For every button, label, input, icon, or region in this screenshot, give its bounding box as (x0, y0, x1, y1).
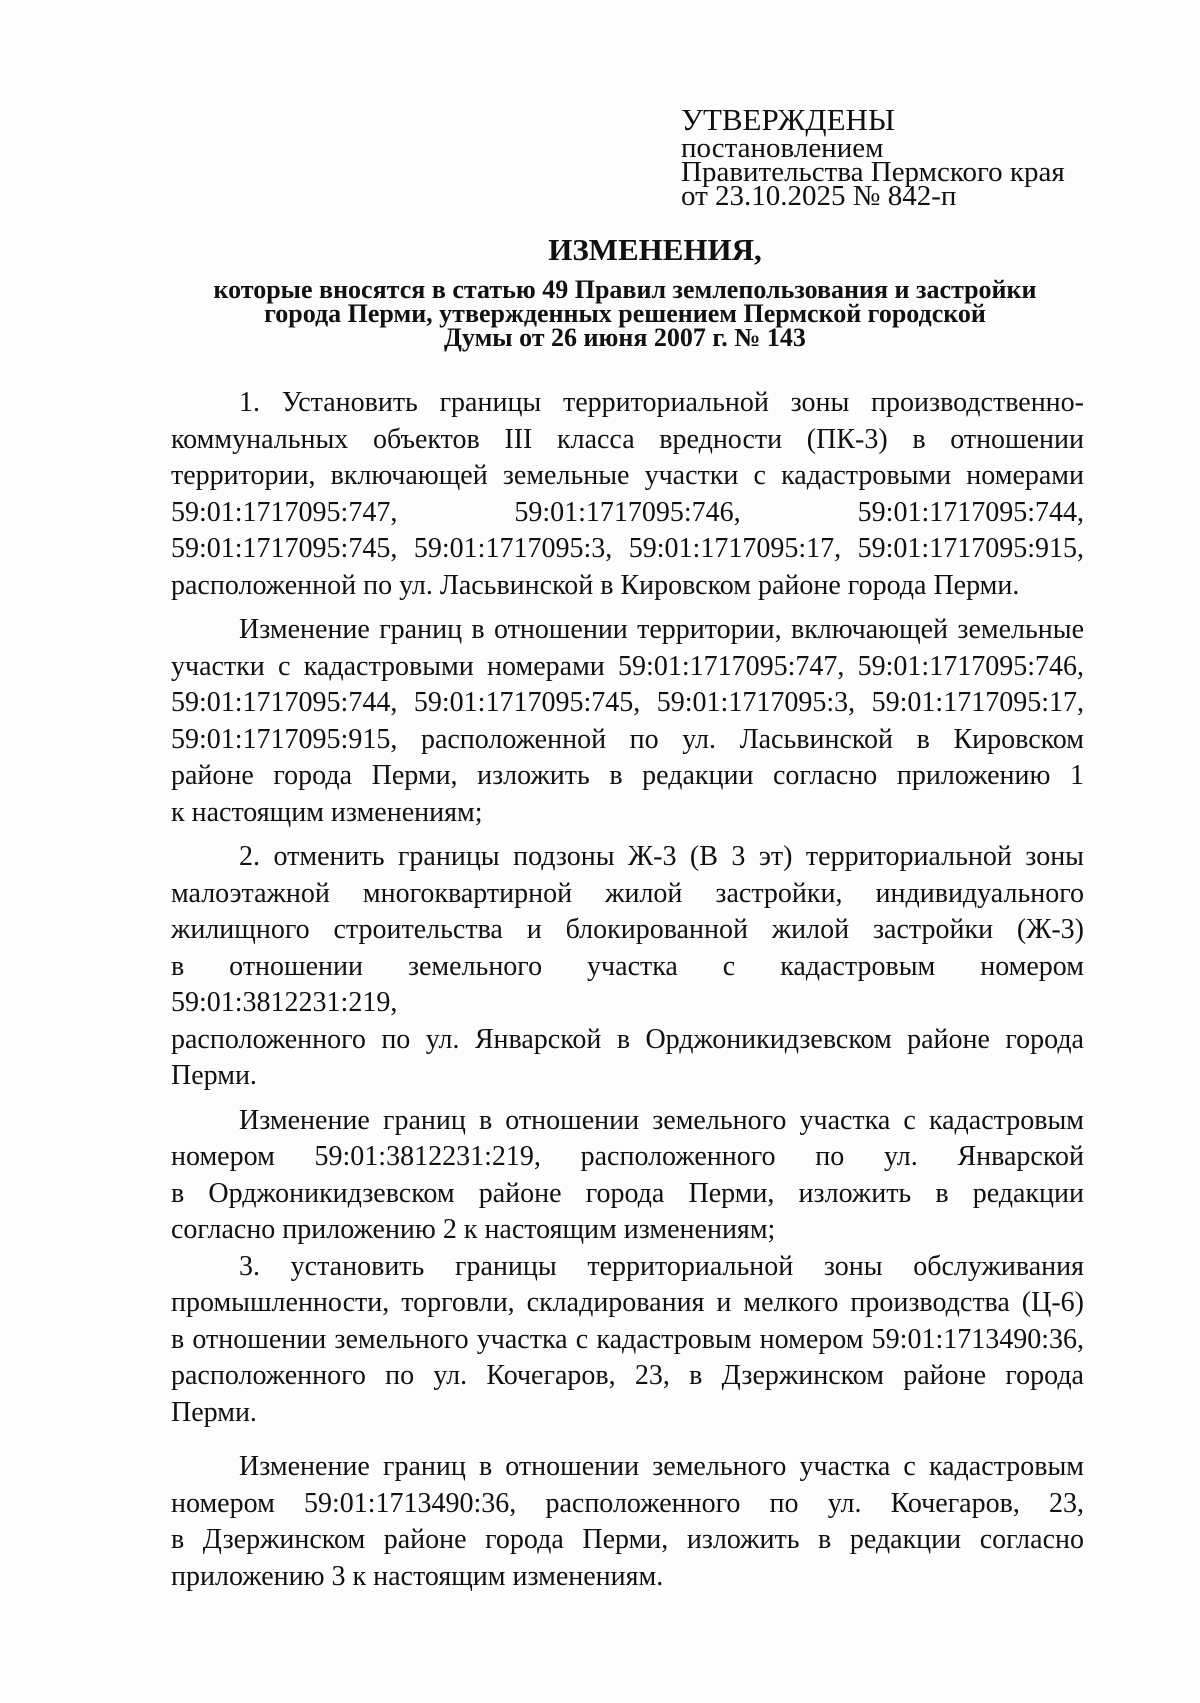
subtitle-line: которые вносятся в статью 49 Правил землепользования и застройки (213, 275, 1037, 304)
text-line: 59:01:1717095:747, 59:01:1717095:746, 59:01:1717095:744, (171, 496, 1084, 528)
paragraph-2 (171, 612, 1084, 831)
text-line: коммунальных объектов III класса вредности (ПК-3) в отношении (171, 423, 1084, 455)
approval-line: Правительства Пермского края (681, 156, 1065, 188)
text-line: расположенного по ул. Январской в Орджоникидзевском районе города (171, 1023, 1084, 1055)
text-line: номером 59:01:1713490:36, расположенного по ул. Кочегаров, 23, (171, 1487, 1084, 1519)
text-line: к настоящим изменениям; (171, 796, 483, 828)
text-line: жилищного строительства и блокированной жилой застройки (Ж-3) (171, 914, 1084, 945)
text-line: в Дзержинском районе города Перми, изложить в редакции согласно (171, 1524, 1084, 1555)
text-line: Перми. (171, 1396, 257, 1428)
text-line: малоэтажной многоквартирной жилой застройки, индивидуального (171, 877, 1084, 909)
text-line: Изменение границ в отношении земельного участка с кадастровым (239, 1451, 1084, 1482)
document-title: ИЗМЕНЕНИЯ, (548, 232, 762, 267)
approval-block (681, 102, 1121, 212)
text-line: территории, включающей земельные участки с кадастровыми номерами (171, 460, 1084, 491)
approval-title: УТВЕРЖДЕНЫ (681, 102, 895, 137)
text-line: номером 59:01:3812231:219, расположенного по ул. Январской (171, 1141, 1084, 1172)
text-line: в Орджоникидзевском районе города Перми, изложить в редакции (171, 1177, 1084, 1209)
approval-line: постановлением (681, 132, 884, 164)
text-line: участки с кадастровыми номерами 59:01:1717095:747, 59:01:1717095:746, (171, 650, 1084, 682)
document-heading (150, 232, 1100, 350)
text-line: районе города Перми, изложить в редакции согласно приложению 1 (171, 760, 1084, 791)
paragraph-3 (171, 839, 1084, 1095)
text-line: расположенного по ул. Кочегаров, 23, в Дзержинском районе города (171, 1360, 1084, 1391)
text-line: 1. Установить границы территориальной зоны производственно- (239, 387, 1084, 418)
approval-line: от 23.10.2025 № 842-п (681, 180, 957, 212)
text-line: в отношении земельного участка с кадастровым номером 59:01:3812231:219, (171, 950, 1084, 1018)
text-line: 3. установить границы территориальной зоны обслуживания (239, 1250, 1084, 1282)
paragraph-5 (171, 1249, 1084, 1432)
paragraph-4 (171, 1103, 1084, 1249)
text-line: 59:01:1717095:915, расположенной по ул. Ласьвинской в Кировском (171, 723, 1084, 755)
subtitle-line: города Перми, утвержденных решением Пермской городской (264, 299, 986, 328)
paragraph-1 (171, 385, 1084, 604)
paragraph-6 (171, 1449, 1084, 1595)
text-line: согласно приложению 2 к настоящим изменениям; (171, 1214, 776, 1245)
text-line: расположенной по ул. Ласьвинской в Кировском районе города Перми. (171, 569, 1020, 601)
text-line: 2. отменить границы подзоны Ж-3 (В 3 эт) территориальной зоны (239, 841, 1084, 872)
subtitle-line: Думы от 26 июня 2007 г. № 143 (444, 323, 806, 352)
text-line: 59:01:1717095:744, 59:01:1717095:745, 59:01:1717095:3, 59:01:1717095:17, (171, 687, 1084, 718)
text-line: промышленности, торговли, складирования и мелкого производства (Ц-6) (171, 1287, 1084, 1318)
text-line: Изменение границ в отношении земельного участка с кадастровым (239, 1104, 1084, 1136)
text-line: в отношении земельного участка с кадастровым номером 59:01:1713490:36, (171, 1323, 1084, 1355)
text-line: Перми. (171, 1060, 257, 1091)
text-line: 59:01:1717095:745, 59:01:1717095:3, 59:01:1717095:17, 59:01:1717095:915, (171, 533, 1084, 564)
text-line: приложению 3 к настоящим изменениям. (171, 1560, 664, 1592)
text-line: Изменение границ в отношении территории, включающей земельные (239, 614, 1084, 645)
document-body (171, 385, 1084, 1595)
document-subtitle (150, 275, 1100, 352)
